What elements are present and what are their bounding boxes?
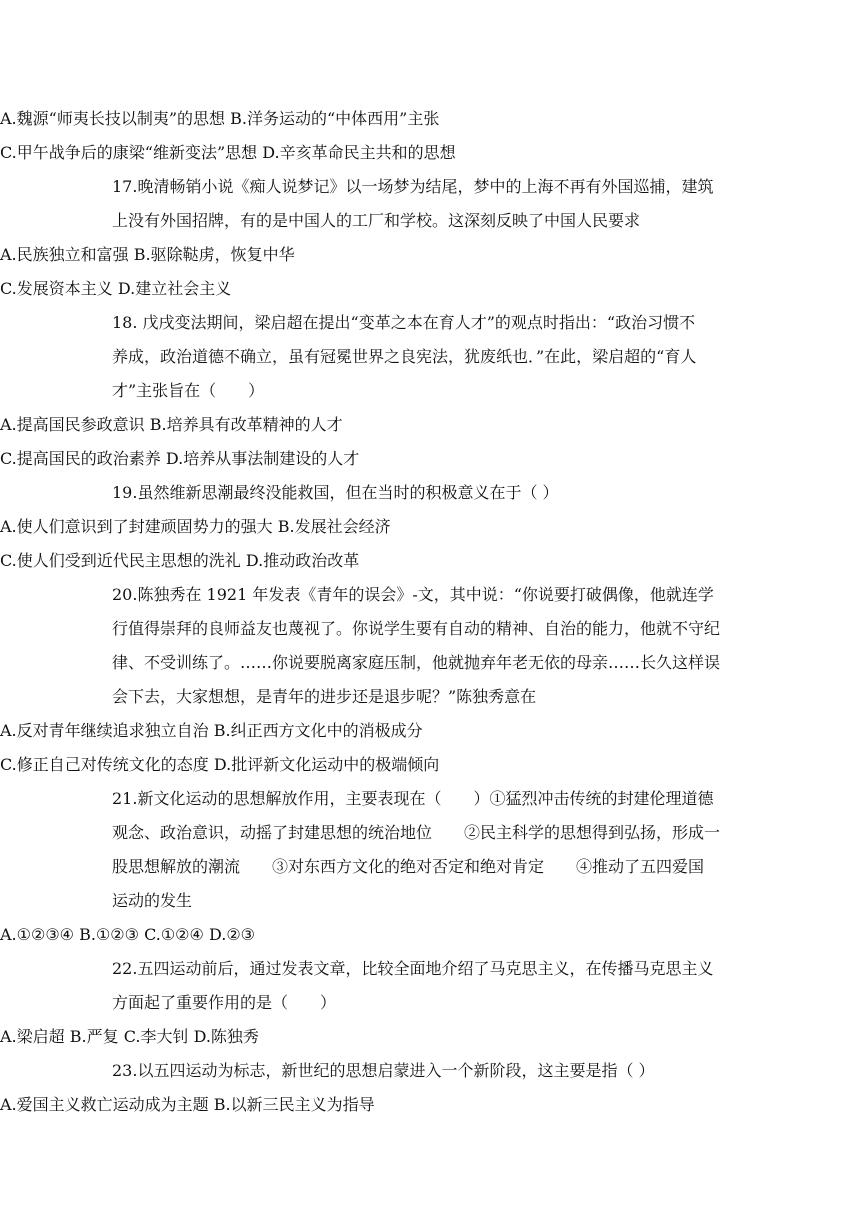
q18-stem-line-1: 18. 戊戌变法期间，梁启超在提出“变革之本在育人才”的观点时指出：“政治习惯不 xyxy=(112,313,696,332)
q17-option-d: D.建立社会主义 xyxy=(117,279,232,298)
q23-options-row-1 xyxy=(0,1088,375,1122)
q20-options-row-1 xyxy=(0,714,423,748)
q20-stem-line-1: 20.陈独秀在 1921 年发表《青年的误会》-文，其中说：“你说要打破偶像，他就连学 xyxy=(112,585,714,604)
q21-stem-line-2: 观念、政治意识，动摇了封建思想的统治地位 ②民主科学的思想得到弘扬，形成一 xyxy=(112,823,721,842)
q19-option-a: A.使人们意识到了封建顽固势力的强大 xyxy=(0,517,273,536)
q22-stem-line-1: 22.五四运动前后，通过发表文章，比较全面地介绍了马克思主义，在传播马克思主义 xyxy=(112,959,714,978)
q18-option-a: A.提高国民参政意识 xyxy=(0,415,145,434)
q18-options-row-2 xyxy=(0,442,359,476)
q21-options-row xyxy=(0,918,255,952)
q23-option-a: A.爱国主义救亡运动成为主题 xyxy=(0,1095,209,1114)
q22-options-row xyxy=(0,1020,259,1054)
q23-stem-line-1: 23.以五四运动为标志，新世纪的思想启蒙进入一个新阶段，这主要是指（ ） xyxy=(112,1061,655,1080)
q22-stem-line-2: 方面起了重要作用的是（ ） xyxy=(112,993,337,1012)
q16-option-d: D.辛亥革命民主共和的思想 xyxy=(262,143,456,162)
q19-options-row-2 xyxy=(0,544,359,578)
q20-option-c: C.修正自己对传统文化的态度 xyxy=(0,755,209,774)
q20-stem-line-4: 会下去，大家想想，是青年的进步还是退步呢？”陈独秀意在 xyxy=(112,687,537,706)
q19-options-row-1 xyxy=(0,510,391,544)
q20-stem-line-3: 律、不受训练了。……你说要脱离家庭压制，他就抛弃年老无依的母亲……长久这样误 xyxy=(112,653,721,672)
q16-options-row-1 xyxy=(0,102,439,136)
q21-stem-line-1: 21.新文化运动的思想解放作用，主要表现在（ ）①猛烈冲击传统的封建伦理道德 xyxy=(112,789,714,808)
q21-option-a: A.①②③④ xyxy=(0,925,75,944)
q18-option-b: B.培养具有改革精神的人才 xyxy=(149,415,343,434)
q20-options-row-2 xyxy=(0,748,439,782)
q16-options-row-2 xyxy=(0,136,456,170)
q20-option-b: B.纠正西方文化中的消极成分 xyxy=(213,721,423,740)
q19-option-d: D.推动政治改革 xyxy=(245,551,360,570)
q17-option-c: C.发展资本主义 xyxy=(0,279,113,298)
q16-option-c: C.甲午战争后的康梁“维新变法”思想 xyxy=(0,143,258,162)
q18-stem-line-2: 养成，政治道德不确立，虽有冠冕世界之良宪法，犹废纸也．”在此，梁启超的“育人 xyxy=(112,347,697,366)
q23-option-b: B.以新三民主义为指导 xyxy=(213,1095,375,1114)
q17-options-row-2 xyxy=(0,272,231,306)
q18-option-c: C.提高国民的政治素养 xyxy=(0,449,161,468)
q21-stem-line-3: 股思想解放的潮流 ③对东西方文化的绝对否定和绝对肯定 ④推动了五四爱国 xyxy=(112,857,705,876)
q19-stem-line-1: 19.虽然维新思潮最终没能救国，但在当时的积极意义在于（ ） xyxy=(112,483,559,502)
q19-option-c: C.使人们受到近代民主思想的洗礼 xyxy=(0,551,241,570)
q17-options-row-1 xyxy=(0,238,295,272)
q19-option-b: B.发展社会经济 xyxy=(277,517,391,536)
q16-option-b: B.洋务运动的“中体西用”主张 xyxy=(230,109,440,128)
q17-option-a: A.民族独立和富强 xyxy=(0,245,129,264)
q16-option-a: A.魏源“师夷长技以制夷”的思想 xyxy=(0,109,226,128)
q20-option-d: D.批评新文化运动中的极端倾向 xyxy=(213,755,440,774)
q18-stem-line-3: 才”主张旨在（ ） xyxy=(112,381,265,400)
q22-option-b: B.严复 xyxy=(69,1027,119,1046)
q17-stem-line-2: 上没有外国招牌，有的是中国人的工厂和学校。这深刻反映了中国人民要求 xyxy=(112,211,641,230)
q21-option-d: D.②③ xyxy=(208,925,255,944)
q17-option-b: B.驱除鞑虏，恢复中华 xyxy=(133,245,295,264)
q21-stem-line-4: 运动的发生 xyxy=(112,891,193,910)
q20-stem-line-2: 行值得崇拜的良师益友也蔑视了。你说学生要有自动的精神、自治的能力，他就不守纪 xyxy=(112,619,721,638)
q17-stem-line-1: 17.晚清畅销小说《痴人说梦记》以一场梦为结尾，梦中的上海不再有外国巡捕，建筑 xyxy=(112,177,714,196)
q18-option-d: D.培养从事法制建设的人才 xyxy=(165,449,360,468)
q21-option-c: C.①②④ xyxy=(144,925,204,944)
q22-option-d: D.陈独秀 xyxy=(193,1027,259,1046)
q21-option-b: B.①②③ xyxy=(79,925,139,944)
q22-option-c: C.李大钊 xyxy=(123,1027,189,1046)
q18-options-row-1 xyxy=(0,408,343,442)
q22-option-a: A.梁启超 xyxy=(0,1027,65,1046)
q20-option-a: A.反对青年继续追求独立自治 xyxy=(0,721,209,740)
